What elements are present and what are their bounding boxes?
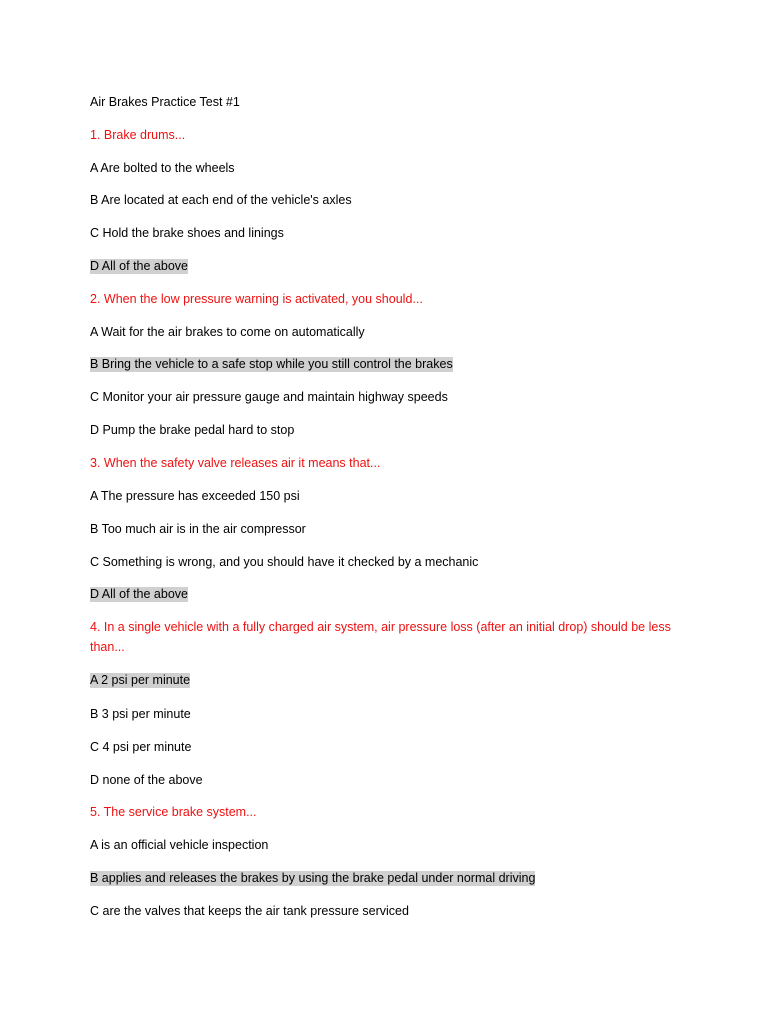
page-title: Air Brakes Practice Test #1 bbox=[90, 95, 240, 109]
q1-option-a: A Are bolted to the wheels bbox=[90, 161, 235, 175]
q4-option-c: C 4 psi per minute bbox=[90, 740, 192, 754]
q4-option-d: D none of the above bbox=[90, 773, 203, 787]
q5-option-c: C are the valves that keeps the air tank pressure serviced bbox=[90, 904, 409, 918]
q2-option-c: C Monitor your air pressure gauge and maintain highway speeds bbox=[90, 390, 448, 404]
q5-option-b-correct: B applies and releases the brakes by using the brake pedal under normal driving bbox=[90, 871, 536, 885]
q3-option-c: C Something is wrong, and you should have it checked by a mechanic bbox=[90, 555, 479, 569]
q4-option-b: B 3 psi per minute bbox=[90, 707, 191, 721]
q3-option-a: A The pressure has exceeded 150 psi bbox=[90, 489, 300, 503]
q3-option-d-correct: D All of the above bbox=[90, 587, 188, 601]
question-2: 2. When the low pressure warning is activated, you should... bbox=[90, 292, 423, 306]
q1-option-b: B Are located at each end of the vehicle's axles bbox=[90, 193, 352, 207]
q1-option-c: C Hold the brake shoes and linings bbox=[90, 226, 284, 240]
question-3: 3. When the safety valve releases air it means that... bbox=[90, 456, 381, 470]
q1-option-d-correct: D All of the above bbox=[90, 259, 188, 273]
q5-option-a: A is an official vehicle inspection bbox=[90, 838, 269, 852]
q2-option-b-correct: B Bring the vehicle to a safe stop while you still control the brakes bbox=[90, 357, 453, 371]
question-5: 5. The service brake system... bbox=[90, 805, 257, 819]
question-4: 4. In a single vehicle with a fully charged air system, air pressure loss (after an initial drop) should be less than... bbox=[90, 620, 671, 654]
q2-option-d: D Pump the brake pedal hard to stop bbox=[90, 423, 295, 437]
q2-option-a: A Wait for the air brakes to come on automatically bbox=[90, 325, 365, 339]
question-1: 1. Brake drums... bbox=[90, 128, 186, 142]
q3-option-b: B Too much air is in the air compressor bbox=[90, 522, 306, 536]
q4-option-a-correct: A 2 psi per minute bbox=[90, 673, 191, 687]
